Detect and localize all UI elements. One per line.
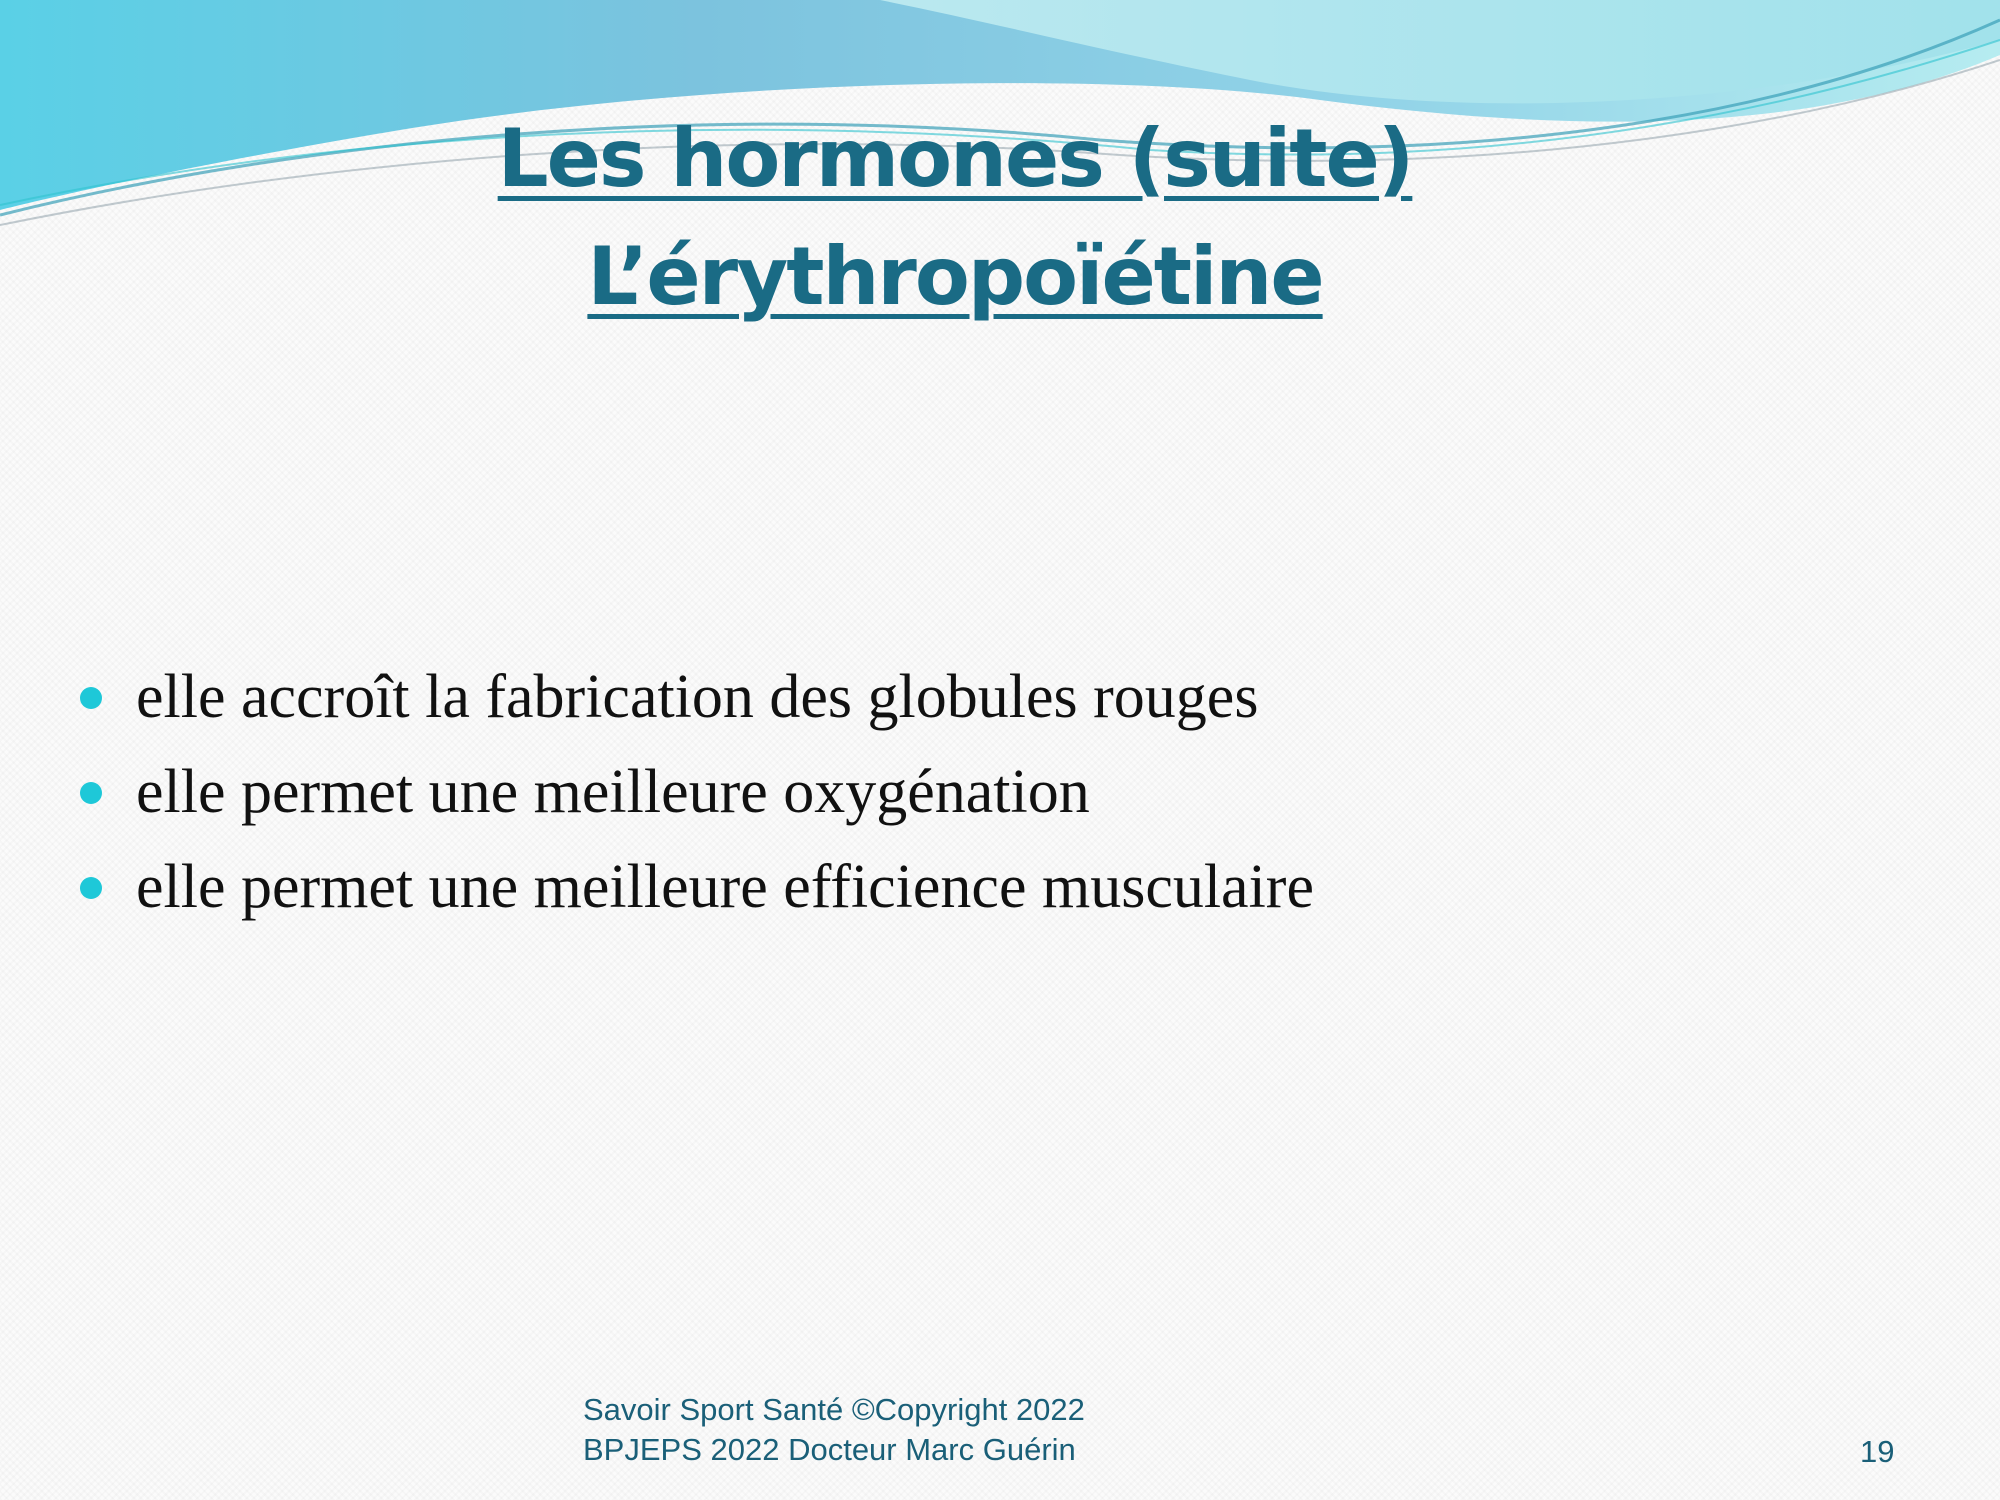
slide-title <box>0 100 1910 336</box>
footer-author: BPJEPS 2022 Docteur Marc Guérin <box>583 1432 1076 1467</box>
bullet-dot-icon <box>80 782 102 804</box>
slide-title-line-1: Les hormones (suite) <box>497 112 1413 205</box>
page-number: 19 <box>1860 1434 1895 1469</box>
bullet-text: elle accroît la fabrication des globules rouges <box>136 663 1259 731</box>
bullet-dot-icon <box>80 687 102 709</box>
footer-copyright: Savoir Sport Santé ©Copyright 2022 <box>583 1392 1085 1427</box>
bullet-list <box>78 650 1314 935</box>
bullet-text: elle permet une meilleure efficience musculaire <box>136 853 1314 921</box>
bullet-item <box>78 650 1314 745</box>
bullet-text: elle permet une meilleure oxygénation <box>136 758 1090 826</box>
slide-title-line-2: L’érythropoïétine <box>587 230 1323 323</box>
slide-footer <box>583 1390 1085 1470</box>
bullet-item <box>78 745 1314 840</box>
bullet-dot-icon <box>80 877 102 899</box>
bullet-item <box>78 840 1314 935</box>
